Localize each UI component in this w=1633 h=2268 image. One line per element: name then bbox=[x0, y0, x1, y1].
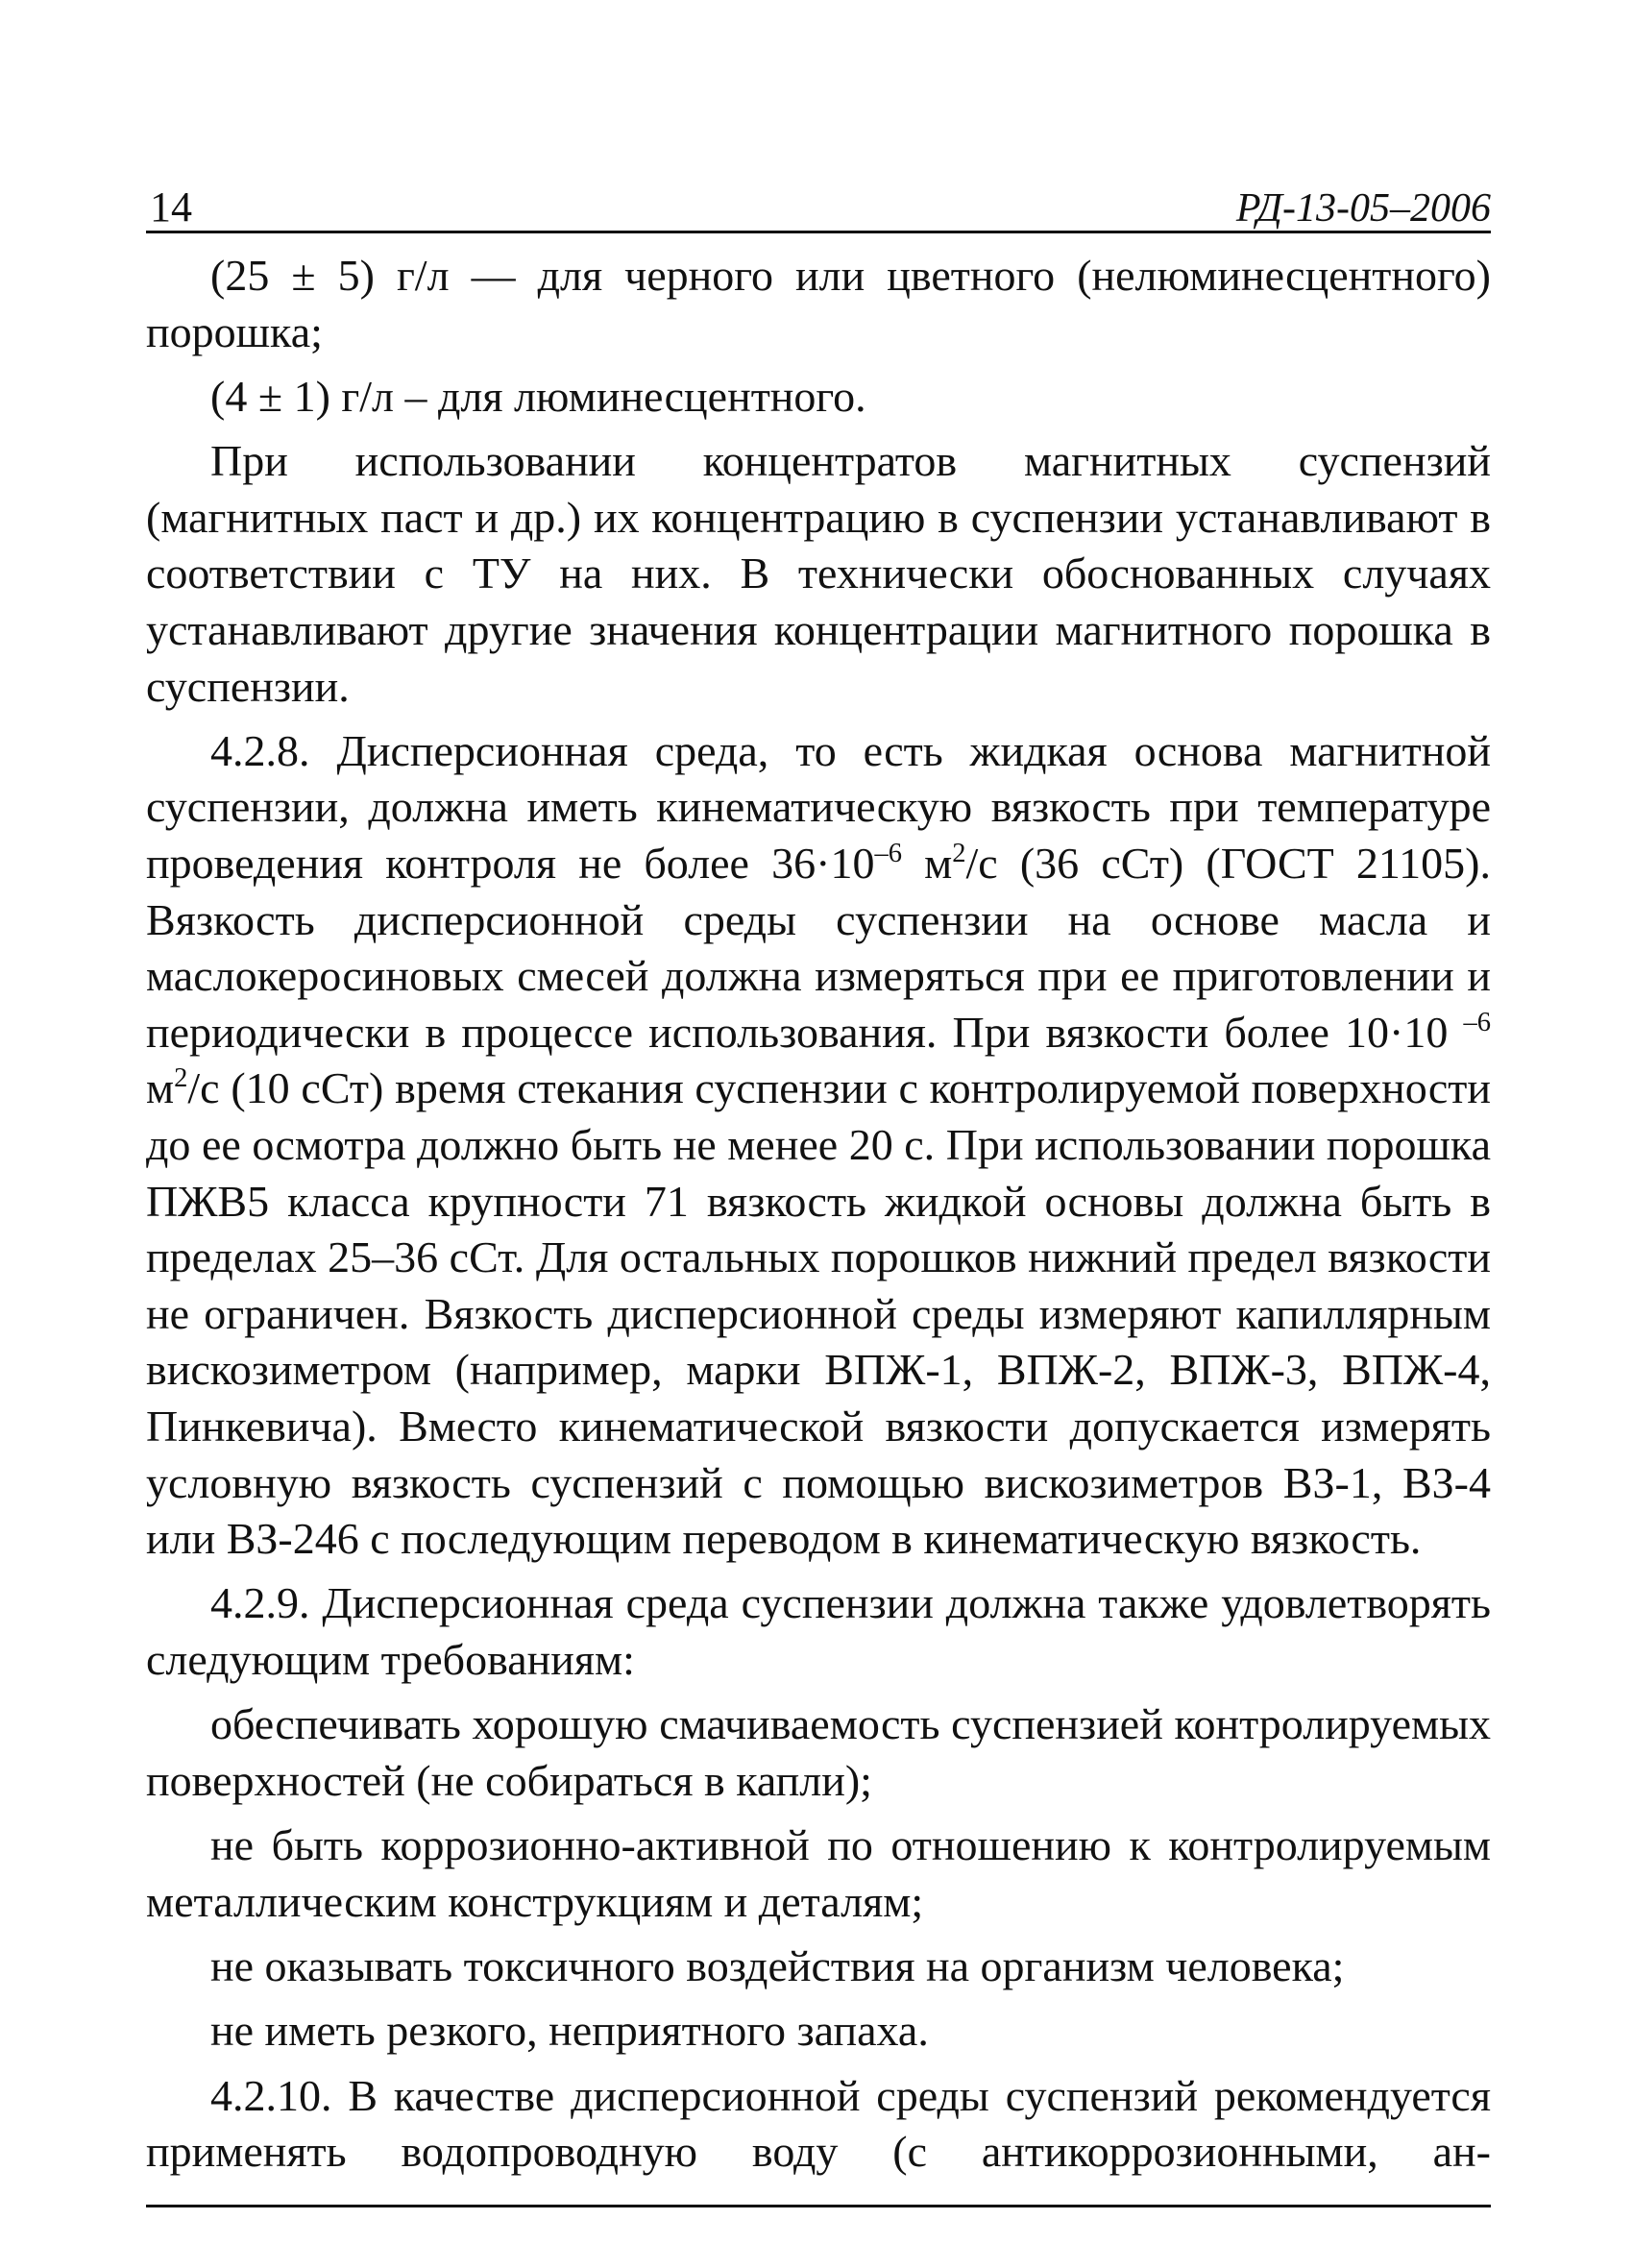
footer-rule bbox=[146, 2205, 1491, 2207]
page-number: 14 bbox=[150, 183, 192, 231]
p428-text-d: м bbox=[146, 1063, 175, 1113]
p428-text-a: 4.2.8. Дисперсионная среда, то есть жидкая основа магнитной суспензии, должна иметь кинематическую вязкость при температуре проведения контроля не более 36·10 bbox=[146, 725, 1491, 888]
p428-square-2: 2 bbox=[174, 1063, 188, 1094]
paragraph-concentration-black: (25 ± 5) г/л — для черного или цветного (нелюминесцентного) порошка; bbox=[146, 251, 1491, 356]
p428-exponent-2: –6 bbox=[1463, 1007, 1491, 1037]
paragraph-4-2-8 bbox=[146, 723, 1491, 1568]
list-item-odor: не иметь резкого, неприятного запаха. bbox=[210, 2006, 929, 2056]
p428-text-c: /с (36 сСт) (ГОСТ 21105). Вязкость дисперсионной среды суспензии на основе масла и маслокеросиновых смесей должна измеряться при ее приготовлении и периодически в процессе использования. При вязкости более 10·10 bbox=[146, 839, 1491, 1057]
document-code: РД-13-05–2006 bbox=[1235, 186, 1491, 231]
p428-square-1: 2 bbox=[952, 838, 966, 868]
paragraph-4-2-10: 4.2.10. В качестве дисперсионной среды суспензий рекомендуется применять водопроводную воду (с антикоррозионными, ан- bbox=[146, 2070, 1491, 2177]
paragraph-concentration-luminescent: (4 ± 1) г/л – для люминесцентного. bbox=[210, 371, 866, 421]
list-item-wettability: обеспечивать хорошую смачиваемость суспензией контролируемых поверхностей (не собираться в капли); bbox=[146, 1699, 1491, 1805]
list-item-corrosion: не быть коррозионно-активной по отношению к контролируемым металлическим конструкциям и деталям; bbox=[146, 1820, 1491, 1926]
p428-text-b: м bbox=[901, 839, 953, 888]
p428-text-e: /с (10 сСт) время стекания суспензии с контролируемой поверхности до ее осмотра должно быть не менее 20 с. При использовании порошка ПЖВ5 класса крупности 71 вязкость жидкой основы должна быть в пределах 25–36 сСт. Для остальных порошков нижний предел вязкости не ограничен. Вязкость дисперсионной среды измеряют капиллярным вискозиметром (например, марки ВПЖ-1, ВПЖ-2, ВПЖ-3, ВПЖ-4, Пинкевича). Вместо кинематической вязкости допускается измерять условную вязкость суспензий с помощью вискозиметров ВЗ-1, ВЗ-4 или ВЗ-246 с последующим переводом в кинематическую вязкость. bbox=[146, 1063, 1491, 1564]
p428-exponent-1: –6 bbox=[874, 838, 902, 868]
list-item-toxicity: не оказывать токсичного воздействия на организм человека; bbox=[210, 1941, 1345, 1991]
page-header bbox=[146, 179, 1491, 233]
paragraph-concentrates: При использовании концентратов магнитных суспензий (магнитных паст и др.) их концентрацию в суспензии устанавливают в соответствии с ТУ на них. В технически обоснованных случаях устанавливают другие значения концентрации магнитного порошка в суспензии. bbox=[146, 436, 1491, 711]
paragraph-4-2-9: 4.2.9. Дисперсионная среда суспензии должна также удовлетворять следующим требованиям: bbox=[146, 1578, 1491, 1684]
document-body bbox=[146, 248, 1491, 2181]
